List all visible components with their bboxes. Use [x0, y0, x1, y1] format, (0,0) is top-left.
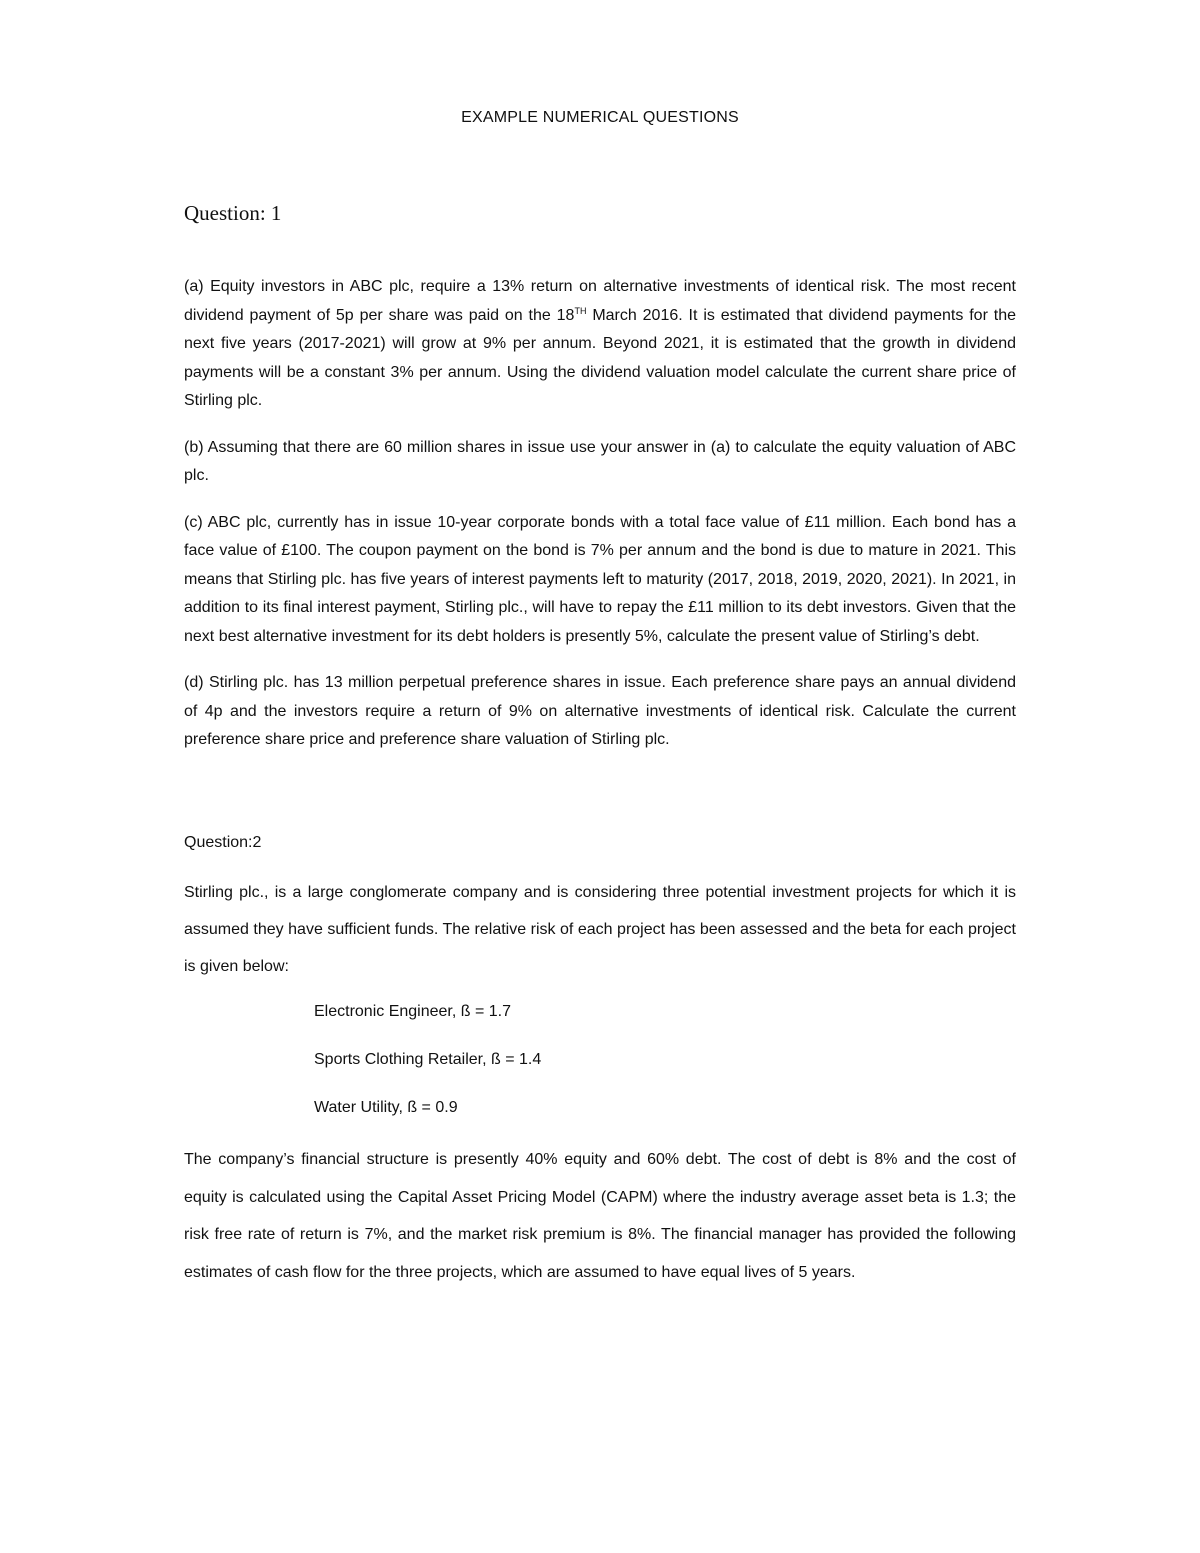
part-a-superscript: TH — [574, 305, 587, 316]
part-d-label: (d) — [184, 674, 204, 691]
question-2-heading: Question:2 — [184, 834, 262, 851]
question-1-body — [184, 273, 1016, 773]
question-2-financial-structure: The company’s financial structure is presently 40% equity and 60% debt. The cost of debt is 8% and the cost of equity is calculated using the Capital Asset Pricing Model (CAPM) where the industry average asset beta is 1.3; the risk free rate of return is 7%, and the market risk premium is 8%. The financial manager has provided the following estimates of cash flow for the three projects, which are assumed to have equal lives of 5 years. — [184, 1151, 1016, 1281]
question-1-part-d — [184, 669, 1016, 755]
part-c-text: ABC plc, currently has in issue 10-year corporate bonds with a total face value of £11 million. Each bond has a face value of £100. The coupon payment on the bond is 7% per annum and the bond is due to mature in 2021. This means that Stirling plc. has five years of interest payments left to maturity (2017, 2018, 2019, 2020, 2021). In 2021, in addition to its final interest payment, Stirling plc., will have to repay the £11 million to its debt investors. Given that the next best alternative investment for its debt holders is presently 5%, calculate the present value of Stirling’s debt. — [184, 513, 1016, 645]
question-2-intro: Stirling plc., is a large conglomerate company and is considering three potential investment projects for which it is assumed they have sufficient funds. The relative risk of each project has been assessed and the beta for each project is given below: — [184, 884, 1016, 975]
part-a-text-end: March 2016. It is estimated that dividend payments for the next five years (2017-2021) will grow at 9% per annum. Beyond 2021, it is estimated that the growth in dividend payments will be a constant 3% per annum. Using the dividend valuation model calculate the current share price of Stirling plc. — [184, 306, 1017, 409]
question-1-heading: Question: 1 — [184, 201, 282, 225]
question-1-part-a — [184, 273, 1016, 416]
part-b-text: Assuming that there are 60 million shares in issue use your answer in (a) to calculate the equity valuation of ABC plc. — [184, 438, 1016, 484]
part-a-label: (a) — [184, 278, 204, 295]
project-beta-list — [314, 998, 541, 1142]
document-title: EXAMPLE NUMERICAL QUESTIONS — [461, 109, 739, 126]
project-beta-item: Water Utility, ß = 0.9 — [314, 1099, 458, 1116]
project-beta-item: Electronic Engineer, ß = 1.7 — [314, 1003, 511, 1020]
question-1-part-c — [184, 509, 1016, 652]
part-b-label: (b) — [184, 438, 204, 456]
part-a-text-start: Equity investors in ABC plc, require a 13% return on alternative investments of identical risk. The most recent dividend payment of 5p per share was paid on the 18 — [184, 278, 1016, 324]
project-beta-item: Sports Clothing Retailer, ß = 1.4 — [314, 1051, 542, 1068]
part-c-label: (c) — [184, 513, 203, 531]
question-1-part-b — [184, 434, 1016, 491]
part-d-text: Stirling plc. has 13 million perpetual preference shares in issue. Each preference share pays an annual dividend of 4p and the investors require a return of 9% on alternative investments of identical risk. Calculate the current preference share price and preference share valuation of Stirling plc. — [184, 674, 1016, 748]
